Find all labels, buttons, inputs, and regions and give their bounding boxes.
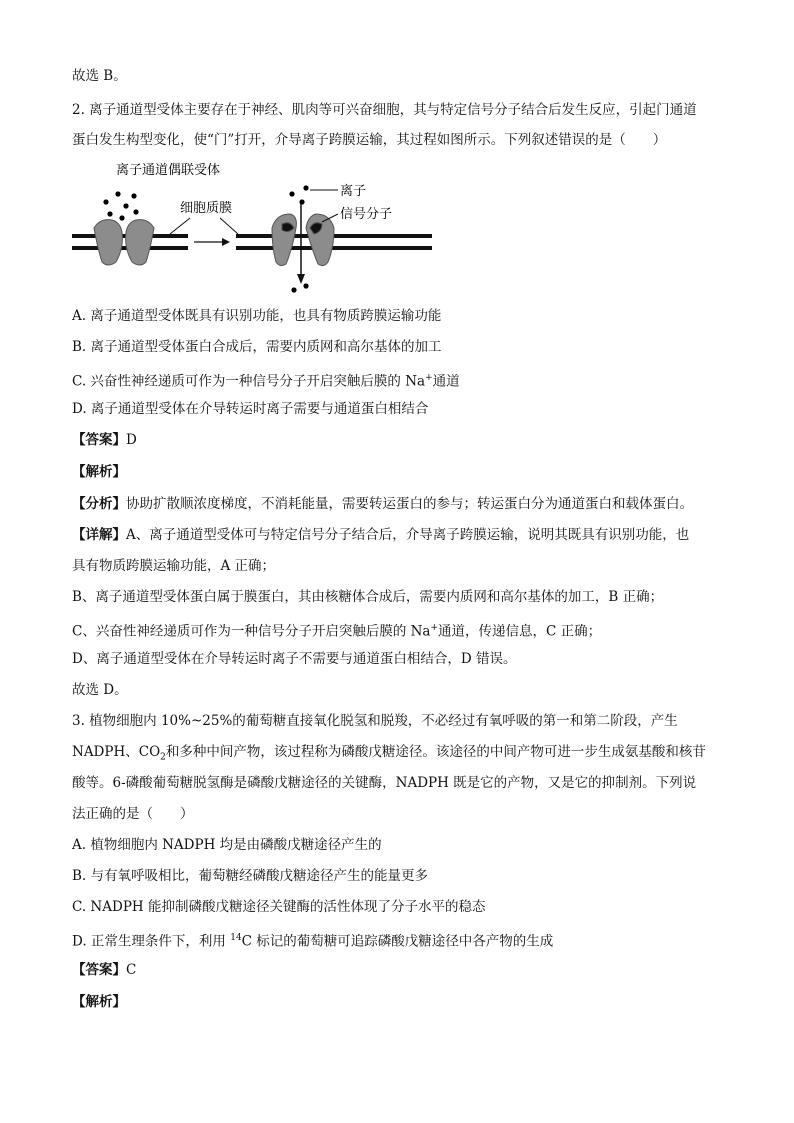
transition-arrow: [194, 238, 230, 246]
q3-option-b: B. 与有氧呼吸相比，葡萄糖经磷酸戊糖途径产生的能量更多: [72, 868, 429, 884]
closed-ion-channel: [94, 220, 154, 265]
q2-detail-c: C、兴奋性神经递质可作为一种信号分子开启突触后膜的 Na+通道，传递信息，C 正确；: [72, 623, 602, 640]
q2-option-c: C. 兴奋性神经递质可作为一种信号分子开启突触后膜的 Na+通道: [72, 373, 460, 390]
q2-option-d: D. 离子通道型受体在介导转运时离子需要与通道蛋白相结合: [72, 401, 429, 417]
ion-label: 离子: [340, 184, 367, 199]
q3-stem-line4: 法正确的是（ ）: [72, 806, 194, 822]
q3-analysis-label: 【解析】: [72, 994, 126, 1010]
ions-outside-left: [103, 191, 138, 220]
open-ion-channel: [272, 214, 334, 266]
q2-detail-d: D、离子通道型受体在介导转运时离子不需要与通道蛋白相结合，D 错误。: [72, 651, 517, 667]
q3-stem-line1: 3. 植物细胞内 10%~25%的葡萄糖直接氧化脱氢和脱羧，不必经过有氧呼吸的第一和第二阶段，产生: [72, 713, 678, 729]
q2-analysis-label: 【解析】: [72, 464, 126, 480]
q3-option-c: C. NADPH 能抑制磷酸戊糖途径关键酶的活性体现了分子水平的稳态: [72, 899, 486, 915]
q2-stem-line2: 蛋白发生构型变化，使“门”打开，介导离子跨膜运输，其过程如图所示。下列叙述错误的是（ ）: [72, 132, 667, 148]
q2-option-b: B. 离子通道型受体蛋白合成后，需要内质网和高尔基体的加工: [72, 339, 442, 355]
signal-molecule-label: 信号分子: [340, 207, 393, 222]
membrane-pointer-left: [170, 218, 190, 234]
q3-stem-line3: 酸等。6-磷酸葡萄糖脱氢酶是磷酸戊糖途径的关键酶，NADPH 既是它的产物，又是它的抑制剂。下列说: [72, 775, 697, 791]
ion-channel-receptor-figure: [72, 158, 432, 298]
previous-answer: 故选 B。: [72, 68, 127, 84]
answer-value: D: [126, 432, 137, 448]
membrane-pointer-right: [220, 218, 238, 234]
membrane-label: 细胞质膜: [180, 201, 233, 216]
q2-fenxi: 【分析】协助扩散顺浓度梯度，不消耗能量，需要转运蛋白的参与；转运蛋白分为通道蛋白和载体蛋白。: [72, 496, 693, 512]
q2-detail-b: B、离子通道型受体蛋白属于膜蛋白，其由核糖体合成后，需要内质网和高尔基体的加工，B 正确；: [72, 589, 664, 605]
q3-option-d: D. 正常生理条件下，利用 $^{14}$C 标记的葡萄糖可追踪磷酸戊糖途径中各产物的生成: [72, 933, 554, 950]
q3-answer: 【答案】C: [72, 962, 137, 978]
answer-label: 【答案】: [72, 432, 126, 448]
q2-stem-line1: 2. 离子通道型受体主要存在于神经、肌肉等可兴奋细胞，其与特定信号分子结合后发生反应，引起门通道: [72, 102, 697, 118]
q2-xiangjie-line2: 具有物质跨膜运输功能，A 正确；: [72, 558, 276, 574]
q2-option-a: A. 离子通道型受体既具有识别功能，也具有物质跨膜运输功能: [72, 308, 442, 324]
q3-option-a: A. 植物细胞内 NADPH 均是由磷酸戊糖途径产生的: [72, 837, 382, 853]
figure-title: 离子通道偶联受体: [116, 163, 221, 178]
q2-answer: [72, 430, 137, 450]
q3-stem-line2: NADPH、$CO_2$和多种中间产物，该过程称为磷酸戊糖途径。该途径的中间产物可进一步生成氨基酸和核苷: [72, 744, 706, 763]
q2-xiangjie-line1: 【详解】A、离子通道型受体可与特定信号分子结合后，介导离子跨膜运输，说明其既具有识别功能，也: [72, 527, 690, 543]
q2-conclusion: 故选 D。: [72, 682, 128, 698]
